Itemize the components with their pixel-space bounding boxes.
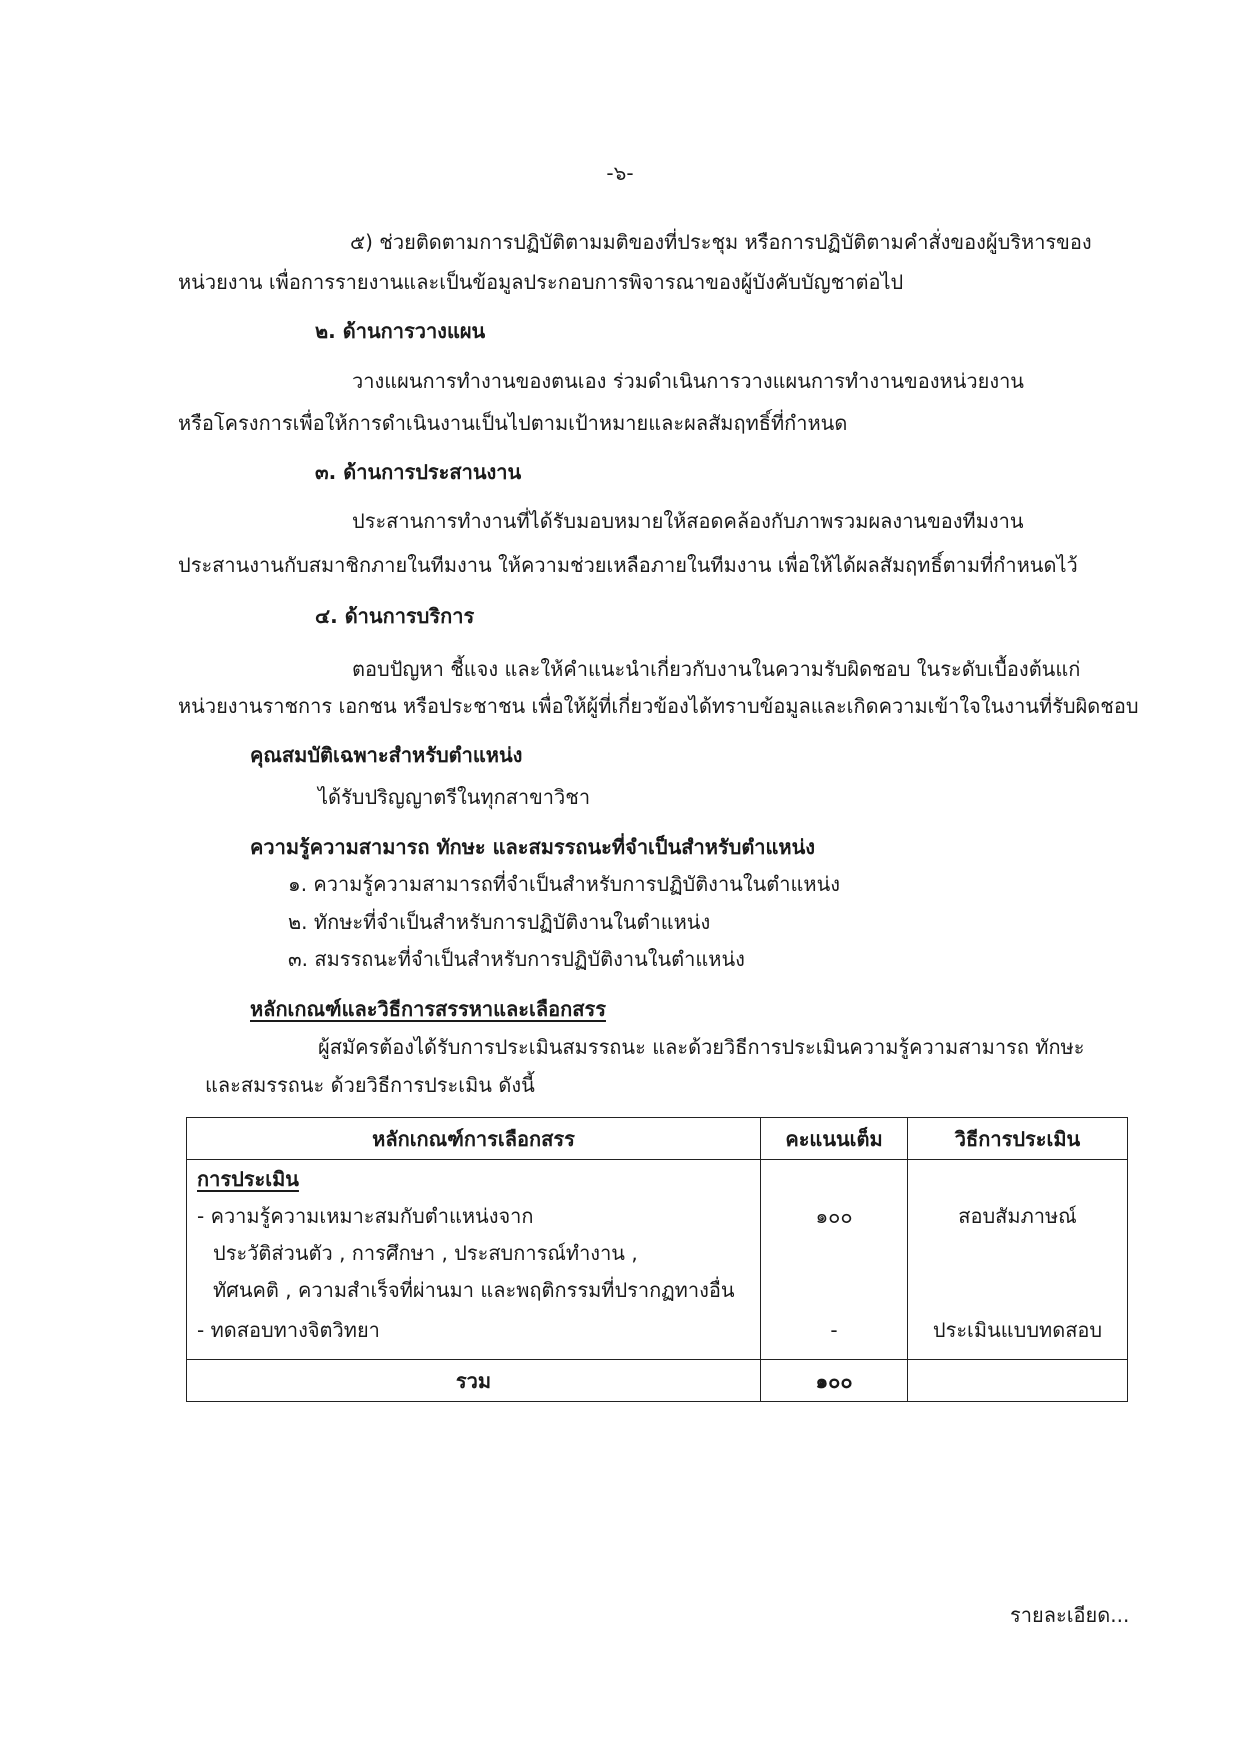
header-full-score: คะแนนเต็ม bbox=[761, 1118, 908, 1160]
criterion1-method: สอบสัมภาษณ์ bbox=[958, 1204, 1077, 1228]
section-service-line2: หน่วยงานราชการ เอกชน หรือประชาชน เพื่อให้ผู้ที่เกี่ยวข้องได้ทราบข้อมูลและเกิดความเข้าใจในงานที่รับผิดชอบ bbox=[178, 694, 1139, 718]
total-score: ๑๐๐ bbox=[761, 1360, 908, 1402]
competency-item: ๑. ความรู้ความสามารถที่จำเป็นสำหรับการปฏิบัติงานในตำแหน่ง bbox=[288, 872, 841, 896]
qualifications-heading: คุณสมบัติเฉพาะสำหรับตำแหน่ง bbox=[250, 743, 523, 767]
assessment-title: การประเมิน bbox=[197, 1167, 299, 1191]
section-heading-service: ๔. ด้านการบริการ bbox=[315, 604, 475, 628]
section-heading-planning: ๒. ด้านการวางแผน bbox=[315, 319, 486, 343]
competency-item: ๓. สมรรถนะที่จำเป็นสำหรับการปฏิบัติงานในตำแหน่ง bbox=[288, 947, 745, 971]
score-cell bbox=[761, 1160, 908, 1360]
selection-criteria-table bbox=[186, 1117, 1128, 1402]
table-header-row bbox=[187, 1118, 1128, 1160]
total-label: รวม bbox=[187, 1360, 761, 1402]
para5-line2: หน่วยงาน เพื่อการรายงานและเป็นข้อมูลประกอบการพิจารณาของผู้บังคับบัญชาต่อไป bbox=[178, 270, 904, 294]
para5-line1: ๕) ช่วยติดตามการปฏิบัติตามมติของที่ประชุม หรือการปฏิบัติตามคำสั่งของผู้บริหารของ bbox=[350, 230, 1092, 254]
table-row bbox=[187, 1160, 1128, 1360]
selection-line2: และสมรรถนะ ด้วยวิธีการประเมิน ดังนี้ bbox=[205, 1073, 535, 1097]
table-total-row bbox=[187, 1360, 1128, 1402]
page-number: -๖- bbox=[606, 161, 634, 185]
competency-item: ๒. ทักษะที่จำเป็นสำหรับการปฏิบัติงานในตำแหน่ง bbox=[288, 910, 711, 934]
criteria-cell bbox=[187, 1160, 761, 1360]
continuation-note: รายละเอียด... bbox=[1010, 1603, 1130, 1627]
criterion1-score: ๑๐๐ bbox=[815, 1204, 853, 1228]
qualifications-text: ได้รับปริญญาตรีในทุกสาขาวิชา bbox=[318, 785, 591, 809]
section-service-line1: ตอบปัญหา ชี้แจง และให้คำแนะนำเกี่ยวกับงานในความรับผิดชอบ ในระดับเบื้องต้นแก่ bbox=[352, 657, 1081, 681]
section-heading-coordination: ๓. ด้านการประสานงาน bbox=[315, 460, 522, 484]
header-method: วิธีการประเมิน bbox=[908, 1118, 1128, 1160]
criterion2-method: ประเมินแบบทดสอบ bbox=[932, 1318, 1103, 1342]
selection-line1: ผู้สมัครต้องได้รับการประเมินสมรรถนะ และด้วยวิธีการประเมินความรู้ความสามารถ ทักษะ bbox=[318, 1035, 1085, 1059]
competencies-heading: ความรู้ความสามารถ ทักษะ และสมรรถนะที่จำเป็นสำหรับตำแหน่ง bbox=[250, 835, 816, 859]
section-planning-line1: วางแผนการทำงานของตนเอง ร่วมดำเนินการวางแผนการทำงานของหน่วยงาน bbox=[352, 369, 1024, 393]
criterion2-score: - bbox=[830, 1318, 838, 1342]
selection-heading: หลักเกณฑ์และวิธีการสรรหาและเลือกสรร bbox=[250, 997, 606, 1021]
total-method bbox=[908, 1360, 1128, 1402]
method-cell bbox=[908, 1160, 1128, 1360]
criterion2-line: - ทดสอบทางจิตวิทยา bbox=[197, 1318, 380, 1342]
section-planning-line2: หรือโครงการเพื่อให้การดำเนินงานเป็นไปตามเป้าหมายและผลสัมฤทธิ์ที่กำหนด bbox=[178, 411, 848, 435]
criterion1-line3: ทัศนคติ , ความสำเร็จที่ผ่านมา และพฤติกรรมที่ปรากฏทางอื่น bbox=[213, 1278, 735, 1302]
section-coordination-line2: ประสานงานกับสมาชิกภายในทีมงาน ให้ความช่วยเหลือภายในทีมงาน เพื่อให้ได้ผลสัมฤทธิ์ตามที่กำหนดไว้ bbox=[178, 553, 1078, 577]
criterion1-line2: ประวัติส่วนตัว , การศึกษา , ประสบการณ์ทำงาน , bbox=[213, 1241, 638, 1265]
section-coordination-line1: ประสานการทำงานที่ได้รับมอบหมายให้สอดคล้องกับภาพรวมผลงานของทีมงาน bbox=[352, 509, 1024, 533]
header-criteria: หลักเกณฑ์การเลือกสรร bbox=[187, 1118, 761, 1160]
criterion1-line1: - ความรู้ความเหมาะสมกับตำแหน่งจาก bbox=[197, 1204, 534, 1228]
